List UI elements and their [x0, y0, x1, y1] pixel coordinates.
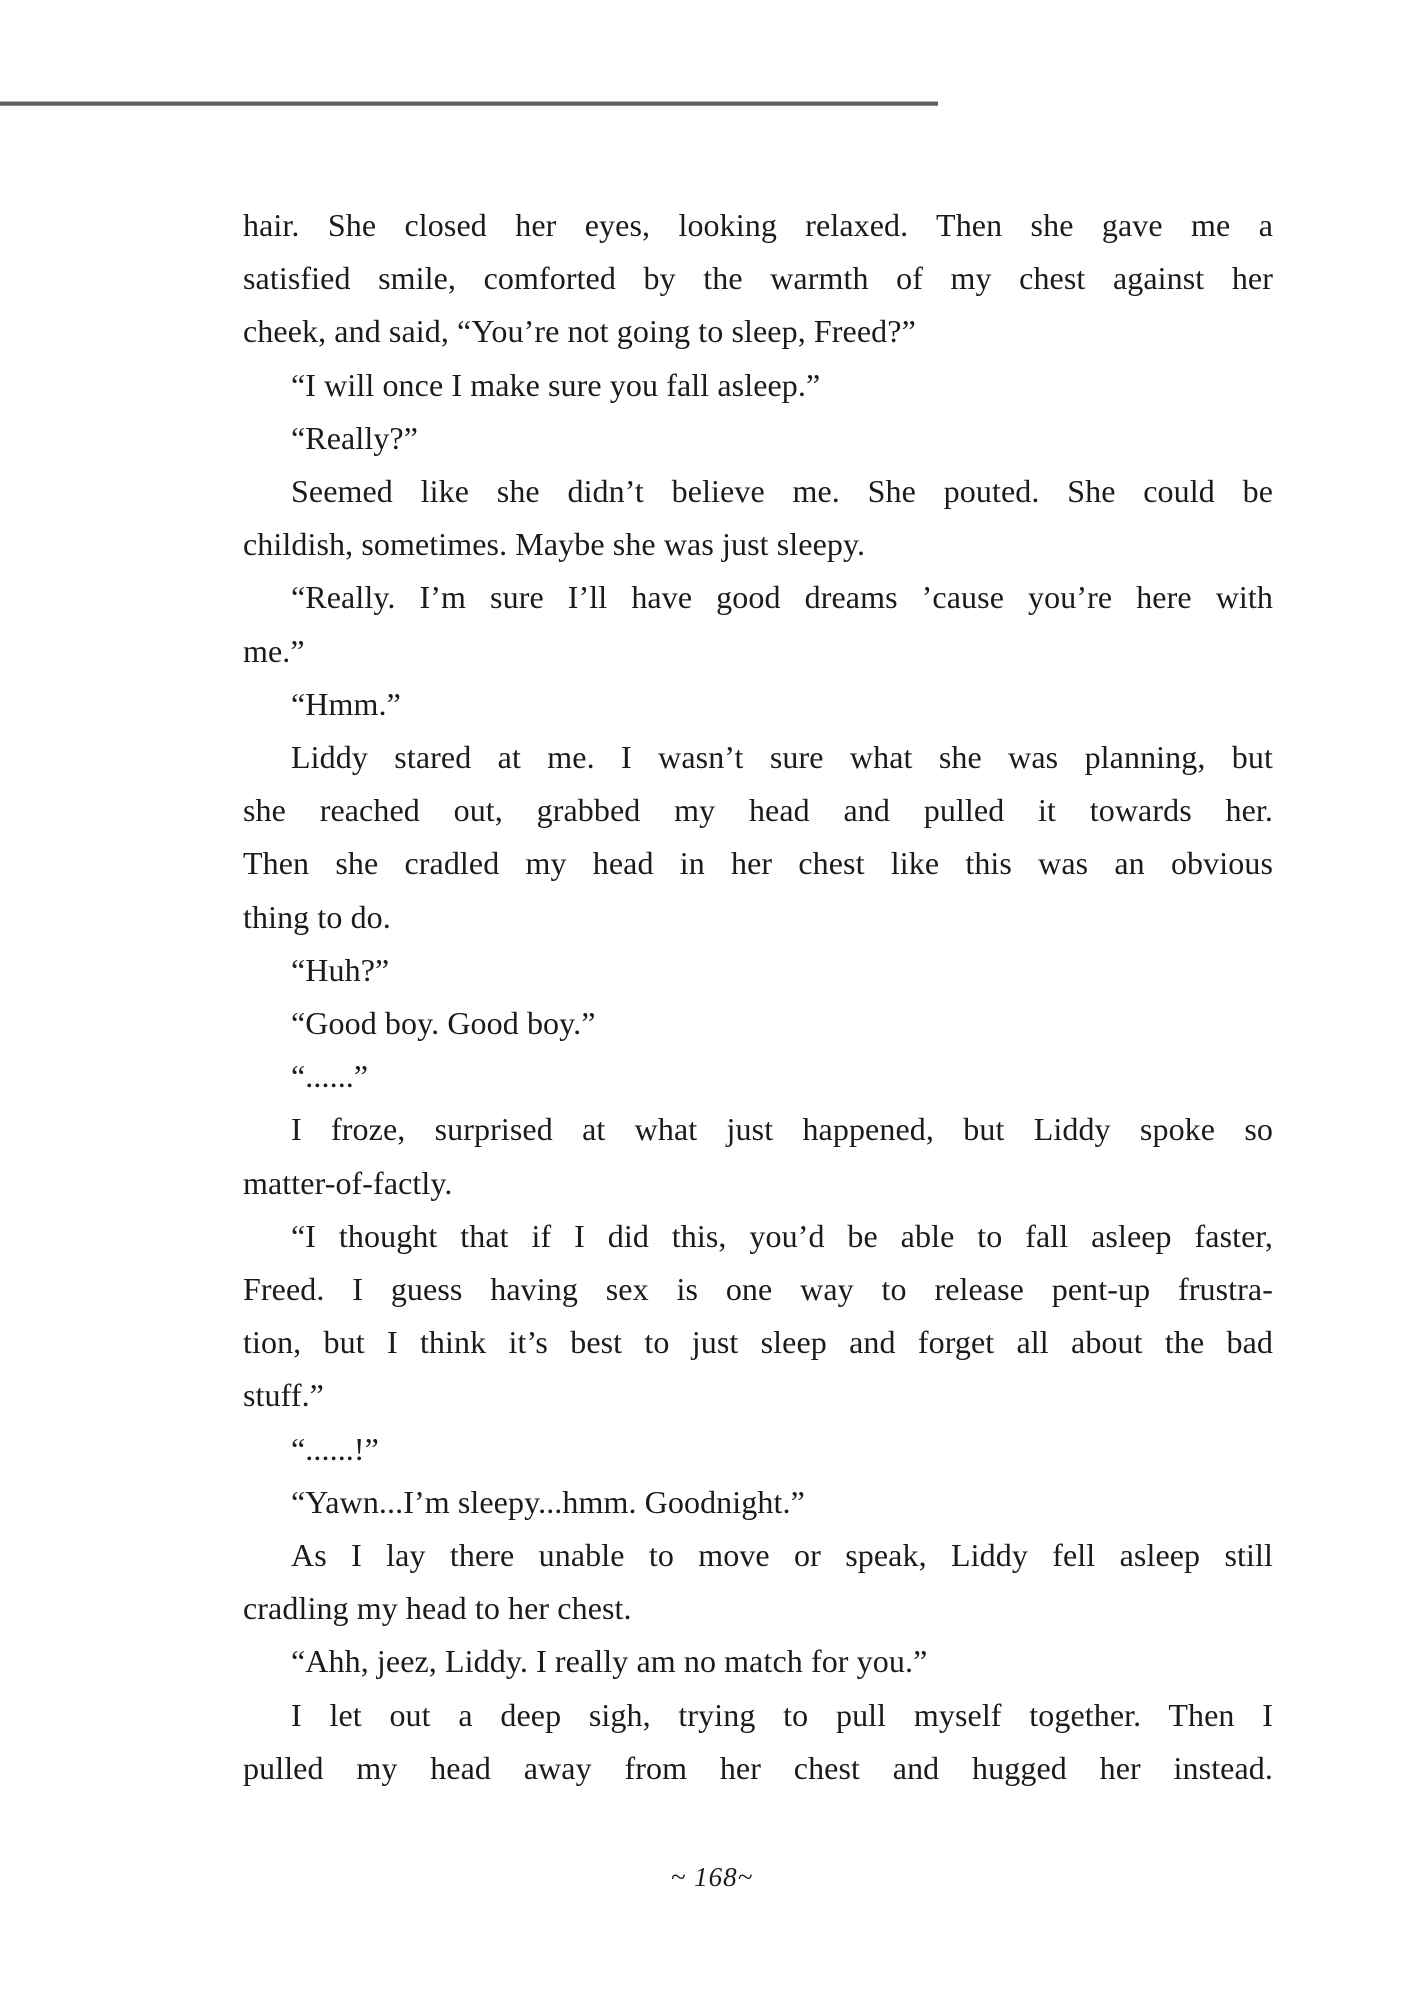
- text-line: she reached out, grabbed my head and pulled it towards her.: [243, 792, 1273, 829]
- text-line: thing to do.: [243, 898, 391, 935]
- text-line: tion, but I think it’s best to just sleep and forget all about the bad: [243, 1324, 1273, 1361]
- text-line: “Really?”: [291, 419, 419, 456]
- text-line: pulled my head away from her chest and hugged her instead.: [243, 1749, 1273, 1786]
- text-line: “I will once I make sure you fall asleep.”: [291, 366, 821, 403]
- text-line: hair. She closed her eyes, looking relaxed. Then she gave me a: [243, 207, 1273, 243]
- text-line: Then she cradled my head in her chest like this was an obvious: [243, 845, 1273, 882]
- text-line: “Ahh, jeez, Liddy. I really am no match for you.”: [291, 1643, 928, 1680]
- text-line: childish, sometimes. Maybe she was just sleepy.: [243, 526, 866, 563]
- text-line: I froze, surprised at what just happened, but Liddy spoke so: [291, 1111, 1273, 1148]
- text-line: cheek, and said, “You’re not going to sleep, Freed?”: [243, 313, 916, 350]
- text-line: Liddy stared at me. I wasn’t sure what she was planning, but: [291, 739, 1273, 776]
- text-line: matter-of-factly.: [243, 1164, 453, 1201]
- text-line: “Good boy. Good boy.”: [291, 1005, 596, 1042]
- page-number: ~ 168~: [670, 1862, 754, 1892]
- text-line: “I thought that if I did this, you’d be able to fall asleep faster,: [291, 1217, 1273, 1254]
- text-line: Seemed like she didn’t believe me. She pouted. She could be: [291, 473, 1273, 510]
- text-line: “Really. I’m sure I’ll have good dreams ’cause you’re here with: [291, 579, 1273, 616]
- header-divider: [0, 101, 938, 106]
- text-line: I let out a deep sigh, trying to pull myself together. Then I: [291, 1696, 1273, 1733]
- text-line: stuff.”: [243, 1377, 324, 1414]
- text-line: Freed. I guess having sex is one way to release pent-up frustra-: [243, 1271, 1273, 1308]
- text-line: “Yawn...I’m sleepy...hmm. Goodnight.”: [291, 1483, 805, 1520]
- text-line: satisfied smile, comforted by the warmth of my chest against her: [243, 260, 1273, 297]
- page-text: [243, 199, 1273, 1795]
- text-line: “......!”: [291, 1430, 379, 1467]
- text-line: cradling my head to her chest.: [243, 1590, 632, 1627]
- text-line: “......”: [291, 1058, 369, 1095]
- text-line: “Hmm.”: [291, 685, 401, 722]
- text-line: “Huh?”: [291, 951, 390, 988]
- text-line: me.”: [243, 632, 305, 669]
- text-line: As I lay there unable to move or speak, Liddy fell asleep still: [291, 1537, 1273, 1574]
